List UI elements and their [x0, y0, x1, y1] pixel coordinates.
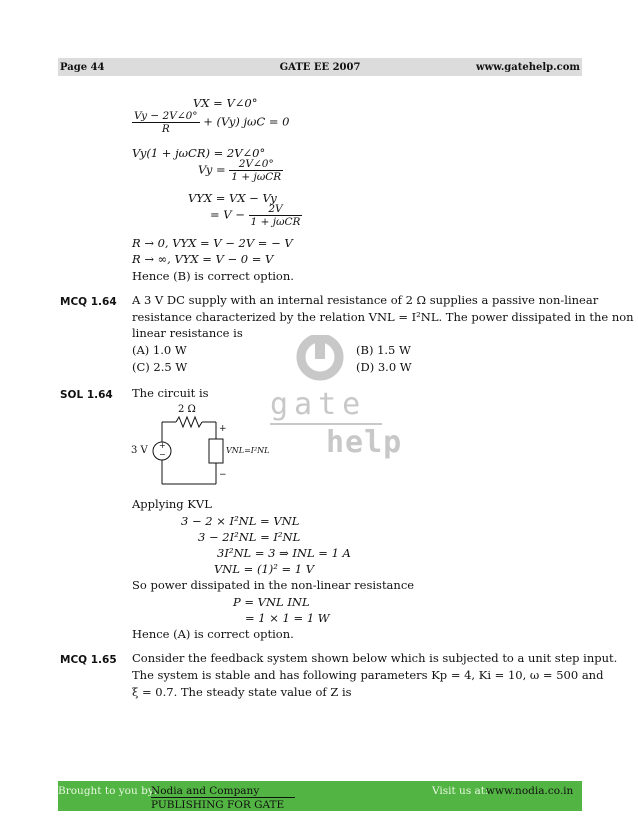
mcq-1-64-line1: A 3 V DC supply with an internal resistance of 2 Ω supplies a passive non-linear: [132, 293, 599, 307]
mcq-1-65-label: MCQ 1.65: [60, 654, 117, 666]
eq-node-fraction: $\frac{Vy - 2V\angle 0^\circ}{R}$: [134, 110, 198, 135]
exam-title: GATE EE 2007: [279, 61, 361, 73]
option-d[interactable]: (D) 3.0 W: [356, 360, 412, 374]
answer-b-text: Hence (B) is correct option.: [132, 269, 294, 283]
page-header: [58, 58, 582, 76]
power-eq-1: P = VNL INL: [233, 595, 310, 609]
mcq-1-65-line2: The system is stable and has following parameters Kp = 4, Ki = 10, ω = 500 and: [132, 668, 604, 682]
eq-vyx-expanded: = V − $\frac{2V}{\text{1 + jωCR}}$: [210, 203, 301, 228]
mcq-1-64-label: MCQ 1.64: [60, 296, 117, 308]
eq-limit-infinity: R → ∞, VYX = V − 0 = V: [132, 252, 274, 266]
page-footer: [58, 781, 582, 811]
source-minus-sign: −: [159, 450, 166, 459]
mcq-1-65-line1: Consider the feedback system shown below which is subjected to a unit step input.: [132, 651, 618, 665]
option-a[interactable]: (A) 1.0 W: [132, 343, 187, 357]
kvl-eq-3: 3I²NL = 3 ⇒ INL = 1 A: [217, 546, 351, 560]
footer-publishing: PUBLISHING FOR GATE: [151, 799, 285, 811]
footer-brought-by: Brought to you by:: [58, 785, 158, 797]
mcq-1-64-line2: resistance characterized by the relation VNL = I²NL. The power dissipated in the non: [132, 310, 634, 324]
load-plus-sign: +: [219, 424, 227, 434]
footer-url[interactable]: www.nodia.co.in: [486, 785, 574, 797]
mcq-1-65-line3: ξ = 0.7. The steady state value of Z is: [132, 685, 352, 699]
eq-node: $\frac{Vy - 2V\angle 0^\circ}{R}$ + (Vy) jωC = 0: [134, 110, 290, 135]
eq-vyx: VYX = VX − Vy: [188, 191, 277, 205]
option-b[interactable]: (B) 1.5 W: [356, 343, 411, 357]
watermark-help-text: help: [326, 425, 403, 460]
circuit-diagram: [128, 404, 278, 492]
resistor-label: 2 Ω: [178, 404, 196, 415]
load-label: VNL=I²NL: [226, 446, 270, 455]
header-website[interactable]: www.gatehelp.com: [476, 61, 580, 73]
eq-vx: VX = V∠0°: [193, 96, 258, 110]
eq-vy-product: Vy(1 + jωCR) = 2V∠0°: [132, 146, 266, 160]
option-c[interactable]: (C) 2.5 W: [132, 360, 188, 374]
sol-1-64-label: SOL 1.64: [60, 389, 113, 401]
kvl-eq-4: VNL = (1)² = 1 V: [214, 562, 315, 576]
footer-company[interactable]: Nodia and Company: [151, 785, 295, 798]
source-plus-sign: +: [159, 441, 166, 450]
kvl-eq-2: 3 − 2I²NL = I²NL: [198, 530, 301, 544]
watermark-gate-text: gate: [270, 387, 367, 422]
sol-1-64-intro: The circuit is: [132, 386, 209, 400]
load-minus-sign: −: [219, 470, 227, 480]
answer-a-text: Hence (A) is correct option.: [132, 627, 294, 641]
page-number: Page 44: [60, 61, 105, 73]
source-label: 3 V: [131, 445, 148, 456]
footer-visit: Visit us at:: [432, 785, 489, 797]
kvl-eq-1: 3 − 2 × I²NL = VNL: [181, 514, 300, 528]
power-eq-2: = 1 × 1 = 1 W: [245, 611, 330, 625]
kvl-heading: Applying KVL: [132, 497, 212, 511]
mcq-1-64-line3: linear resistance is: [132, 326, 243, 340]
power-statement: So power dissipated in the non-linear resistance: [132, 578, 415, 592]
eq-vy: Vy = $\frac{2V\angle 0^\circ}{\text{1 + jωCR}}$: [198, 158, 282, 183]
eq-limit-zero: R → 0, VYX = V − 2V = − V: [132, 236, 293, 250]
